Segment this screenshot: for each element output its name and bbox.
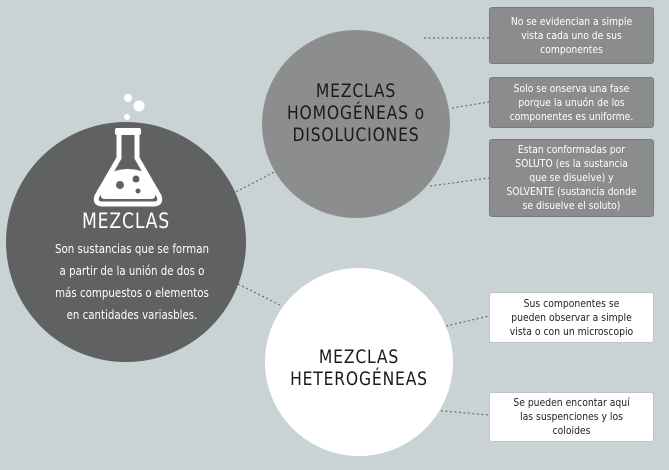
homogeneous-fact-box — [489, 139, 654, 217]
connector-heterogeneous-fact-1 — [446, 316, 489, 326]
connector-homogeneous-fact-2 — [452, 102, 489, 108]
homogeneous-fact-text: No se evidencian a simple vista cada uno de sus componentes — [510, 14, 633, 56]
heterogeneous-title-line-1: MEZCLAS — [318, 346, 400, 368]
heterogeneous-fact-text: Sus componentes se pueden observar a simple vista o con un microscopio — [509, 296, 634, 338]
homogeneous-title-line-2: HOMOGÉNEAS o — [287, 102, 425, 124]
connector-main-homogeneous — [228, 168, 282, 196]
connector-main-heterogeneous — [238, 284, 280, 305]
homogeneous-title-line-1: MEZCLAS — [315, 80, 397, 102]
homogeneous-fact-box — [489, 7, 654, 64]
heterogeneous-title — [282, 346, 436, 390]
connector-homogeneous-fact-3 — [430, 178, 489, 186]
heterogeneous-fact-text: Se pueden encontar aquí las suspenciones y los coloides — [513, 396, 630, 437]
heterogeneous-fact-box — [489, 392, 654, 442]
main-description: Son sustancias que se forman a partir de la unión de dos o más compuestos o elementos en cantidades variasbles. — [54, 241, 210, 322]
homogeneous-fact-text: Solo se onserva una fase porque la unuón de los componentes es uniforme. — [509, 81, 634, 123]
heterogeneous-fact-box — [489, 292, 654, 343]
main-title: MEZCLAS — [81, 209, 170, 233]
homogeneous-fact-box — [489, 77, 654, 128]
flask-icon — [88, 92, 168, 212]
homogeneous-title — [279, 80, 433, 146]
homogeneous-title-line-3: DISOLUCIONES — [292, 124, 420, 146]
homogeneous-fact-text: Estan conformadas por SOLUTO (es la sustancia que se disuelve) y SOLVENTE (sustancia donde se disuelve el soluto) — [506, 143, 637, 212]
connector-heterogeneous-fact-2 — [432, 410, 489, 415]
heterogeneous-title-line-2: HETEROGÉNEAS — [290, 368, 428, 390]
